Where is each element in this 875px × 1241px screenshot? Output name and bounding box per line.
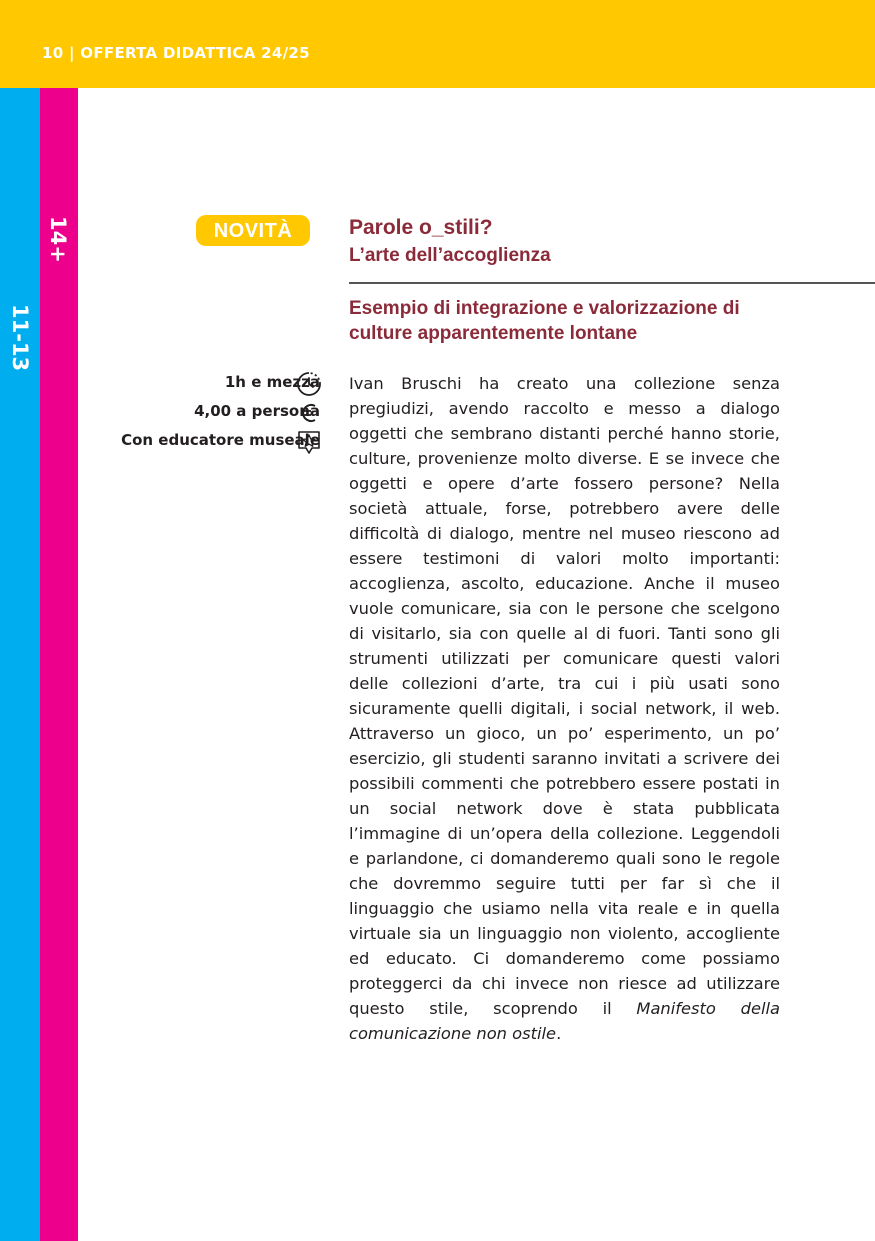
guide-info: Con educatore museale	[121, 431, 320, 449]
header-bar	[0, 0, 875, 88]
star-badge-icon	[296, 429, 322, 455]
page-header: 10 | OFFERTA DIDATTICA 24/25	[42, 44, 310, 62]
euro-icon	[296, 400, 322, 426]
duration-info: 1h e mezza	[224, 373, 320, 391]
new-badge: NOVITÀ	[196, 215, 310, 246]
activity-tagline: Esempio di integrazione e valorizzazione di culture apparentemente lontane	[349, 298, 740, 344]
activity-title: Parole o_stili?	[349, 216, 493, 239]
title-divider	[349, 282, 875, 284]
age-label-pink: 14+	[46, 216, 70, 263]
activity-subtitle: L’arte dell’accoglienza	[349, 245, 551, 266]
clock-icon	[296, 371, 322, 397]
price-info: 4,00 a persona	[194, 402, 320, 420]
age-band-blue	[0, 88, 40, 1241]
activity-description: Ivan Bruschi ha creato una collezione senza pregiudizi, avendo raccolto e messo a dialogo oggetti che sembrano distanti perché hanno storie, culture, provenienze molto diverse. E se invece che oggetti e opere d’arte fossero persone? Nella società attuale, forse, potrebbero avere delle difficoltà di dialogo, mentre nel museo riescono ad essere testimoni di valori molto importanti: accoglienza, ascolto, educazione. Anche il museo vuole comunicare, sia con le persone che scelgono di visitarlo, sia con quelle al di fuori. Tanti sono gli strumenti utilizzati per comunicare questi valori delle collezioni d’arte, tra cui i più usati sono sicuramente quelli digitali, i social network, il web. Attraverso un gioco, un po’ esperimento, un po’ esercizio, gli studenti saranno invitati a scrivere dei possibili commenti che potrebbero essere postati in un social network dove è stata pubblicata l’immagine di un’opera della collezione. Leggendoli e parlandone, ci domanderemo quali sono le regole che dovremmo seguire tutti per far sì che il linguaggio che usiamo nella vita reale e in quella virtuale sia un linguaggio non violento, accogliente ed educato. Ci domanderemo come possiamo proteggerci da chi invece non riesce ad utilizzare questo stile, scoprendo il Manifesto della comunicazione non ostile.	[349, 374, 780, 1043]
manifesto-title: Manifesto della comunicazione non ostile	[349, 999, 780, 1043]
age-label-blue: 11-13	[8, 304, 32, 372]
